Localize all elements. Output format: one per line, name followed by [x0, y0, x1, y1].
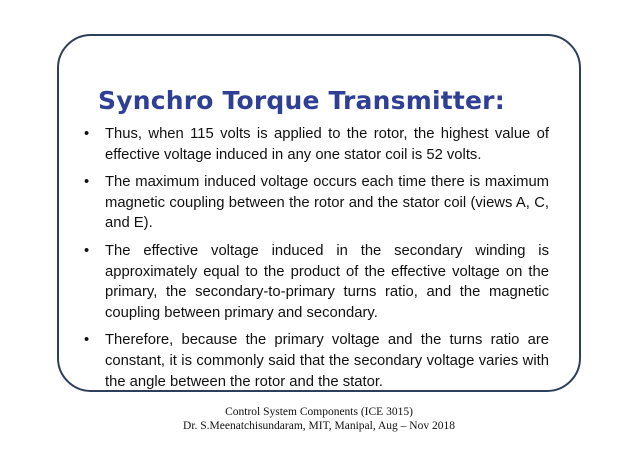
bullet-text: Therefore, because the primary voltage and the turns ratio are constant, it is commonly said that the secondary voltage varies with the angle between the rotor and the stator.: [105, 332, 549, 390]
bullet-text: The effective voltage induced in the secondary winding is approximately equal to the product of the effective voltage on the primary, the secondary-to-primary turns ratio, and the magnetic coupling between primary and secondary.: [105, 242, 549, 321]
bullet-marker: •: [84, 332, 90, 349]
slide-title: Synchro Torque Transmitter:: [98, 86, 505, 115]
bullet-item: [84, 330, 549, 392]
footer-course: Control System Components (ICE 3015): [225, 406, 413, 418]
bullet-text: Thus, when 115 volts is applied to the rotor, the highest value of effective voltage induced in any one stator coil is 52 volts.: [105, 126, 549, 163]
bullet-item: [84, 124, 549, 165]
bullet-text: The maximum induced voltage occurs each time there is maximum magnetic coupling between the rotor and the stator coil (views A, C, and E).: [105, 174, 549, 232]
bullet-item: [84, 241, 549, 323]
slide-footer: [0, 405, 638, 433]
bullet-marker: •: [84, 242, 90, 259]
bullet-marker: •: [84, 174, 90, 191]
bullet-list: [84, 124, 549, 399]
bullet-marker: •: [84, 126, 90, 142]
bullet-item: [84, 172, 549, 234]
footer-author: Dr. S.Meenatchisundaram, MIT, Manipal, Aug – Nov 2018: [183, 420, 455, 432]
